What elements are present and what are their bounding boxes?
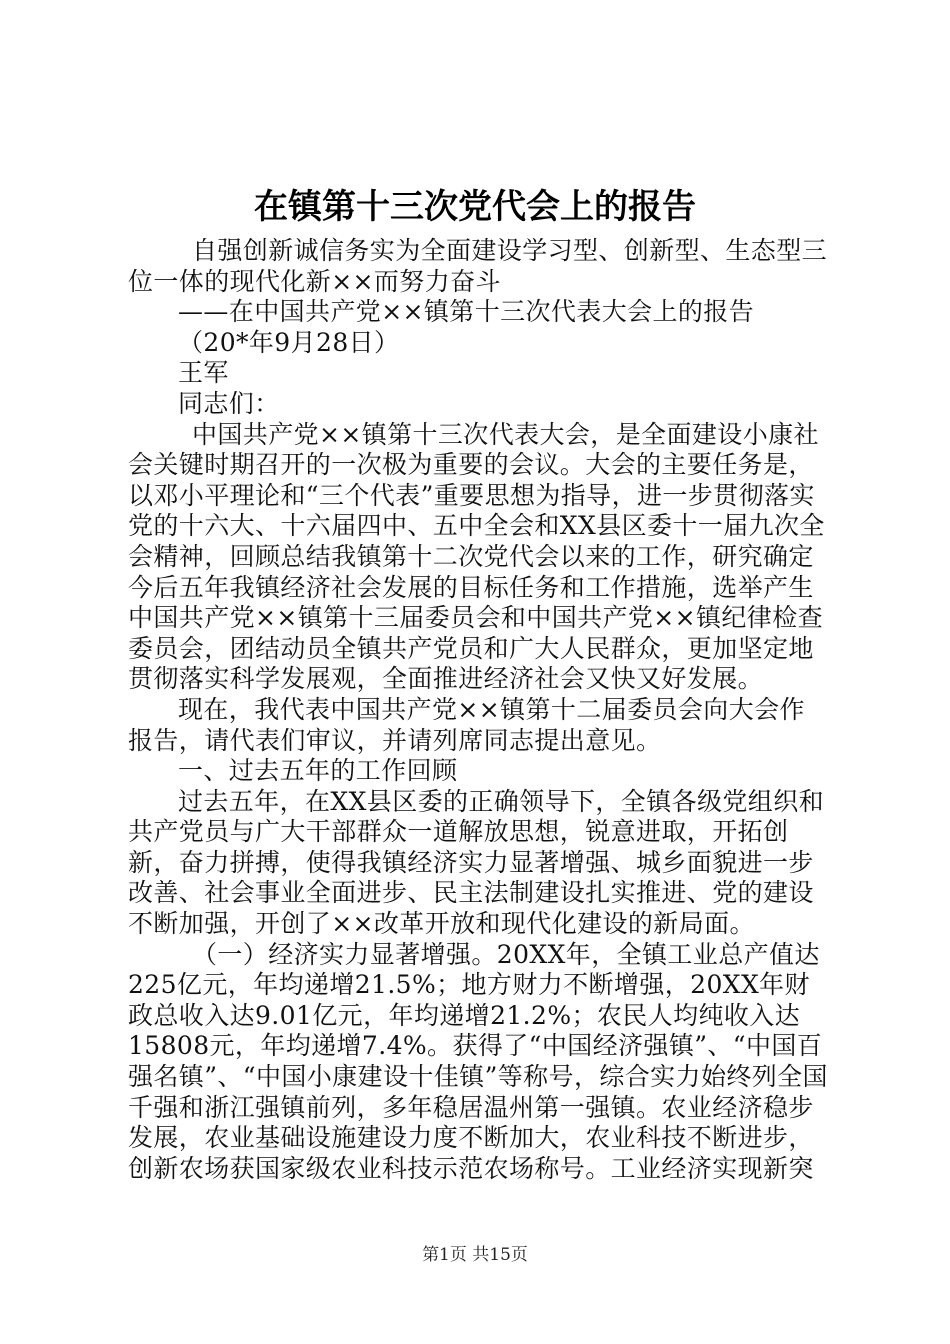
document-title: 在镇第十三次党代会上的报告 — [254, 187, 696, 227]
author-name: 王军 — [178, 358, 229, 388]
report-date: （20*年9月28日） — [178, 327, 400, 357]
salutation: 同志们： — [178, 388, 280, 418]
body-paragraph-past-five-years: 过去五年，在XX县区委的正确领导下，全镇各级党组织和共产党员与广大干部群众一道解放思想，锐意进取，开拓创新，奋力拼搏，使得我镇经济实力显著增强、城乡面貌进一步改善、社会事业全面进步、民主法制建设扎实推进、党的建设不断加强，开创了××改革开放和现代化建设的新局面。 — [128, 786, 824, 939]
body-paragraph-report: 现在，我代表中国共产党××镇第十二届委员会向大会作报告，请代表们审议，并请列席同志提出意见。 — [128, 694, 805, 755]
section-heading-review: 一、过去五年的工作回顾 — [178, 756, 458, 786]
subtitle-paragraph: 自强创新诚信务实为全面建设学习型、创新型、生态型三位一体的现代化新××而努力奋斗 — [128, 236, 828, 296]
body-paragraph-intro: 中国共产党××镇第十三次代表大会，是全面建设小康社会关键时期召开的一次极为重要的会议。大会的主要任务是，以邓小平理论和“三个代表”重要思想为指导，进一步贯彻落实党的十六大、十六届四中、五中全会和XX县区委十一届九次全会精神，回顾总结我镇第十二次党代会以来的工作，研究确定今后五年我镇经济社会发展的目标任务和工作措施，选举产生中国共产党××镇第十三届委员会和中国共产党××镇纪律检查委员会，团结动员全镇共产党员和广大人民群众，更加坚定地贯彻落实科学发展观，全面推进经济社会又快又好发展。 — [128, 419, 825, 694]
report-subheading: ——在中国共产党××镇第十三次代表大会上的报告 — [178, 297, 755, 327]
page-indicator: 第1页 共15页 — [422, 1245, 528, 1265]
body-paragraph-economy: （一）经济实力显著增强。20XX年，全镇工业总产值达225亿元，年均递增21.5%；地方财力不断增强，20XX年财政总收入达9.01亿元，年均递增21.2%；农民人均纯收入达15808元，年均递增7.4%。获得了“中国经济强镇”、“中国百强名镇”、“中国小康建设十佳镇”等称号，综合实力始终列全国千强和浙江强镇前列，多年稳居温州第一强镇。农业经济稳步发展，农业基础设施建设力度不断加大，农业科技不断进步，创新农场获国家级农业科技示范农场称号。工业经济实现新突 — [128, 939, 828, 1183]
document-body — [128, 236, 828, 1184]
